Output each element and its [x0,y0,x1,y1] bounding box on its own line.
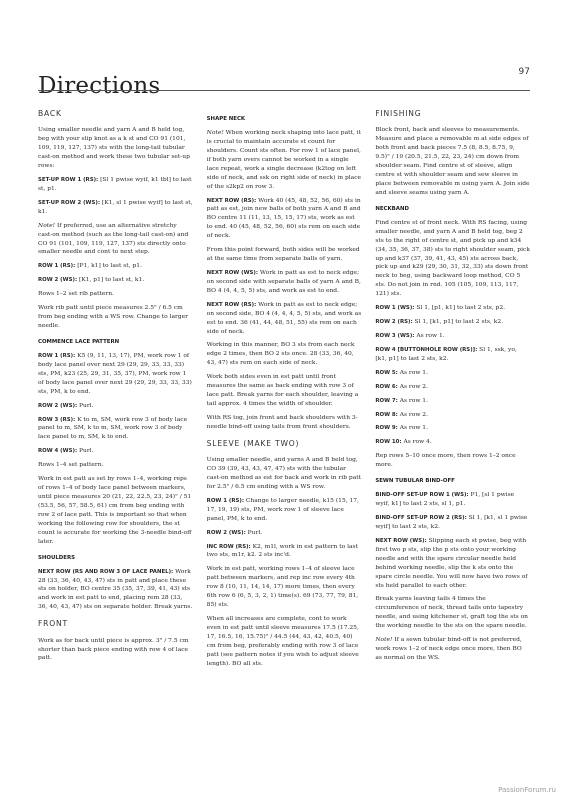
instruction-paragraph [207,373,362,409]
paragraph-text: Work as for back until piece is approx. 3" / 7.5 cm shorter than back piece ending with row 4 of lace patt. [38,636,189,662]
row-label: ROW 1 (RS): [206,497,244,504]
row-label: SET-UP ROW 1 (RS): [38,177,99,183]
paragraph-text: Work 40 (45, 48, 52, 56, 60) sts in patt as est, join new balls of both yarn A and B and BO centre 11 (11, 13, 15, 15, 17) sts, work as est to end. 40 (45, 48, 52, 56, 60) sts rem on each side of neck. [206,196,361,240]
paragraph-text: Using smaller needle, and yarns A and B held tog, CO 39 (39, 43, 43, 47, 47) sts with the tubular cast-on method as est for back and work in rib patt for 2.5" / 6.5 cm ending with a WS row. [206,456,362,490]
row-label: ROW 8: [375,411,398,418]
paragraph-text: Work in patt as est to neck edge; on second side, BO 4 (4, 4, 4, 5, 5) sts, and work as est to end. 36 (41, 44, 48, 51, 55) sts rem on each side of neck. [206,300,362,335]
page-title: Directions [38,73,161,100]
instruction-paragraph [38,402,193,411]
paragraph-text: Sl 1, [k1, p1] to last 2 sts, k2. [412,318,503,326]
row-label: ROW 5: [375,369,398,376]
paragraph-text: Work rib patt until piece measures 2.5" / 6.5 cm from beg ending with a WS row. Change to larger needle. [38,304,189,329]
watermark-text: PassionForum.ru [498,786,556,794]
paragraph-text: Sl 1, [p1, k1] to last 2 sts, p2. [414,304,505,312]
instruction-paragraph [38,222,193,258]
title-divider [38,90,530,91]
row-label: ROW 3 (WS): [375,333,415,340]
row-label: ROW 1 (WS): [375,305,415,312]
paragraph-text: From this point forward, both sides will be worked at the same time from separate balls of yarn. [206,246,360,263]
section-heading: FINISHING [375,109,422,118]
row-label: NEXT ROW (WS): [206,270,259,277]
paragraph-text: As row 1. [397,368,428,376]
instruction-paragraph [38,352,193,397]
instruction-paragraph [38,304,193,331]
paragraph-text: When working neck shaping into lace patt, it is crucial to maintain accurate st count for shoulders. Count sts often. For row 1 of lace panel, if both yarn overs cannot be worked in a single lace repeat, work a single decrease (k2tog on left side of neck, and ssk on right side of neck) in place of the s2kp2 on row 3. [206,129,362,190]
paragraph-text: K to m, SM, work row 3 of body lace panel to m, SM, k to m, SM, work row 3 of body lace panel to m, SM, k to end. [38,415,188,441]
instruction-paragraph [38,176,193,194]
instruction-paragraph [38,637,193,664]
instruction-paragraph [375,491,530,509]
instruction-paragraph [375,636,530,663]
row-label: ROW 10: [375,439,402,446]
instruction-paragraph [38,199,193,217]
column-right [375,108,530,780]
paragraph-text: As row 2. [397,410,428,418]
instruction-paragraph [375,219,530,299]
instruction-paragraph [38,568,193,613]
instruction-paragraph [375,332,530,341]
row-label: ROW 1 (RS): [38,263,76,270]
paragraph-text: P1, [sl 1 pwise wyif, k1] to last 2 sts, sl 1, p1. [375,491,515,508]
paragraph-text: As row 2. [397,382,428,390]
paragraph-text: Purl. [245,528,263,536]
instruction-paragraph [375,595,530,631]
row-label: ROW 2 (WS): [38,277,78,284]
paragraph-text: Work in est patt as set by rows 1–4, working reps of rows 1–4 of body lace panel between markers, until piece measures 20 (21, 22, 22.5, 23, 24)" / 51 (53.5, 56, 57, 58.5, 61) cm from beg ending with row 2 of lace patt. This is important so that when working the following row for shoulders, the st count is accurate for working the 3-needle bind-off later. [38,475,192,545]
column-left [38,108,193,780]
row-label: NEXT ROW (WS): [375,537,427,544]
paragraph-text: K2, m1l, work in est pattern to last two sts, m1r, k2. 2 sts inc'd. [206,542,358,559]
instruction-paragraph [375,424,530,433]
instruction-paragraph [38,126,193,171]
page-number: 97 [518,67,530,77]
paragraph-text: [K1, sl 1 pwise wyif] to last st, k1. [38,198,193,215]
instruction-paragraph [38,447,193,456]
instruction-paragraph [207,197,362,242]
paragraph-text: [P1, k1] to last st, p1. [75,262,142,270]
paragraph-text: If preferred, use an alternative stretchy cast-on method (such as the long-tail cast-on) and CO 91 (101, 109, 119, 127, 137) sts directly onto smaller needle and cont to next step. [38,221,189,256]
instruction-paragraph [375,346,530,364]
note-label: Note! [206,129,224,137]
paragraph-text: Rep rows 5–10 once more, then rows 1–2 once more. [375,452,516,469]
instruction-paragraph [375,383,530,392]
row-label: ROW 4 (WS): [38,448,78,455]
paragraph-text: With RS tog, join front and back shoulders with 3-needle bind-off using tails from front shoulders. [206,413,358,430]
instruction-paragraph [375,514,530,532]
instruction-paragraph [207,543,362,561]
paragraph-text: [Sl 1 pwise wyif, k1 tbl] to last st, p1. [38,176,192,192]
instruction-paragraph [207,615,362,669]
instruction-paragraph [207,246,362,264]
column-middle [207,108,362,780]
instruction-paragraph [375,452,530,470]
section-heading: SLEEVE (MAKE TWO) [206,438,300,448]
paragraph-text: Find centre st of front neck. With RS facing, using smaller needle, and yarn A and B held tog, beg 2 sts to the right of centre st, and pick up and k34 (34, 35, 36, 37, 38) sts to right shoulder seam, pick up and k37 (37, 39, 41, 43, 45) sts across back, pick up and k29 (29, 30, 31, 32, 33) sts down front neck to beg, using backward loop method, CO 5 sts. Do not join in rnd. 105 (105, 109, 113, 117, 121) sts. [375,218,530,298]
instruction-paragraph [38,475,193,546]
row-label: ROW 4 [BUTTONHOLE ROW (RS)]: [375,346,478,353]
section-heading: FRONT [38,619,68,629]
paragraph-text: K5 (9, 11, 13, 17), PM, work row 1 of body lace panel over next 29 (29, 29, 33, 33, 33) sts, PM, k23 (25, 29, 31, 35, 37), PM, work row 1 of body lace panel over next 29 (29, 29, 33, 33, 33) sts, PM, k to end. [38,352,192,395]
instruction-paragraph [375,318,530,327]
instruction-paragraph [375,438,530,447]
row-label: SET-UP ROW 2 (WS): [38,199,100,206]
paragraph-text: If a sewn tubular bind-off is not preferred, work rows 1–2 of neck edge once more, then BO as normal on the WS. [375,636,522,662]
row-label: NEXT ROW (RS): [206,301,257,308]
paragraph-text: Change to larger needle, k15 (15, 17, 17, 19, 19) sts, PM, work row 1 of sleeve lace panel, PM, k to end. [206,496,359,522]
row-label: ROW 6: [375,383,398,390]
paragraph-text: Work in patt as est to neck edge; on second side with separate balls of yarn A and B, BO 4 (4, 4, 5, 5) sts, and work as est to end. [206,269,361,294]
paragraph-text: Sl 1, [k1, sl 1 pwise wyif] to last 2 sts, k2. [375,514,528,531]
text-columns [38,108,530,780]
row-label: ROW 2 (WS): [206,529,246,536]
paragraph-text: Work in est patt, working rows 1–4 of sleeve lace patt between markers, and rep inc row every 4th row 8 (10, 11, 14, 14, 17) more times, then every 6th row 6 (6, 5, 3, 2, 1) time(s). 69 (73, 77, 79, 81, 85) sts. [206,565,359,609]
instruction-paragraph [38,416,193,443]
paragraph-text: Purl. [77,447,94,455]
instruction-paragraph [207,497,362,524]
paragraph-text: As row 4. [401,438,432,446]
instruction-paragraph [375,304,530,313]
paragraph-text: Rows 1–4 set pattern. [38,461,104,469]
instruction-paragraph [38,290,193,299]
row-label: ROW 7: [375,397,398,404]
paragraph-text: Work 28 (33, 36, 40, 43, 47) sts in patt and place these sts on holder, BO centre 35 (35, 37, 39, 41, 43) sts and work in est patt to end, placing rem 28 (33, 36, 40, 43, 47) sts on separate holder. Break yarns. [38,567,193,611]
instruction-paragraph [207,269,362,296]
row-label: BIND-OFF SET-UP ROW 2 (RS): [375,515,467,522]
paragraph-text: When all increases are complete, cont to work even in est patt until sleeve measures 17.5 (17.25, 17, 16.5, 16, 15.75)" / 44.5 (44, 43, 42, 40.5, 40) cm from beg, preferably ending with row 3 of lace patt (see pattern notes if you wish to adjust sleeve length). BO all sts. [206,614,359,667]
instruction-paragraph [207,301,362,337]
instruction-paragraph [207,456,362,492]
paragraph-text: As row 1. [397,396,428,404]
section-heading: BACK [38,109,62,118]
paragraph-text: Using smaller needle and yarn A and B held tog, beg with your slip knot as a k st and CO 91 (101, 109, 119, 127, 137) sts with the long-tail tubular cast-on method and work these two tubular set-up rows: [38,126,190,170]
row-label: ROW 2 (RS): [375,319,413,326]
instruction-paragraph [207,565,362,610]
note-label: Note! [38,221,56,229]
subsection-heading: SEWN TUBULAR BIND-OFF [375,478,455,485]
subsection-heading: COMMENCE LACE PATTERN [38,338,120,345]
paragraph-text: Purl. [77,401,94,409]
paragraph-text: As row 1. [397,424,428,432]
row-label: BIND-OFF SET-UP ROW 1 (WS): [375,492,469,499]
paragraph-text: Working in this manner, BO 3 sts from each neck edge 2 times, then BO 2 sts once. 28 (33, 36, 40, 43, 47) sts rem on each side of neck. [206,341,355,367]
subsection-heading: NECKBAND [375,205,409,212]
paragraph-text: Break yarns leaving tails 4 times the circumference of neck, thread tails onto tapestry needle, and using kitchener st, graft tog the sts on the working needle to the sts on the spare needle. [375,595,529,630]
instruction-paragraph [375,537,530,591]
instruction-paragraph [38,262,193,271]
row-label: ROW 9: [375,425,398,432]
paragraph-text: Work both sides even in est patt until front measures the same as back ending with row 3 of lace patt. Break yarns for each shoulder, leaving a tail approx. 4 times the width of shoulder. [206,373,359,407]
instruction-paragraph [375,369,530,378]
instruction-paragraph [38,276,193,285]
instruction-paragraph [375,126,530,197]
row-label: NEXT ROW (RS): [206,197,257,204]
instruction-paragraph [207,529,362,538]
row-label: NEXT ROW (RS AND ROW 3 OF LACE PANEL): [38,568,174,575]
row-label: ROW 1 (RS): [38,353,76,360]
instruction-paragraph [375,397,530,406]
instruction-paragraph [38,461,193,470]
instruction-paragraph [207,341,362,368]
note-label: Note! [375,636,393,644]
row-label: ROW 3 (RS): [38,416,76,423]
instruction-paragraph [207,129,362,191]
paragraph-text: [K1, p1] to last st, k1. [77,276,145,284]
row-label: INC ROW (RS): [206,543,251,550]
paragraph-text: Block front, back and sleeves to measurements. Measure and place a removable m at side edges of both front and back pieces 7.5 (8, 8.5, 8.75, 9, 9.5)" / 19 (20.5, 21.5, 22, 23, 24) cm down from shoulder seam. Find centre st of sleeve, align centre st with shoulder seam and sew sleeve in place between removable m using yarn A. Join side and sleeve seams using yarn A. [375,126,530,196]
instruction-paragraph [207,414,362,432]
row-label: ROW 2 (WS): [38,402,78,409]
instruction-paragraph [375,411,530,420]
paragraph-text: Sl 1, ssk, yo, [k1, p1] to last 2 sts, k2. [375,345,517,362]
subsection-heading: SHAPE NECK [206,116,246,122]
paragraph-text: As row 1. [414,332,445,340]
paragraph-text: Slipping each st pwise, beg with first two p sts, slip the p sts onto your working needle and with the spare circular needle held behind working needle, slip the k sts onto the spare circle needle. You will now have two rows of sts held parallel to each other. [375,536,528,589]
subsection-heading: SHOULDERS [38,554,75,561]
paragraph-text: Rows 1–2 set rib pattern. [38,290,114,298]
